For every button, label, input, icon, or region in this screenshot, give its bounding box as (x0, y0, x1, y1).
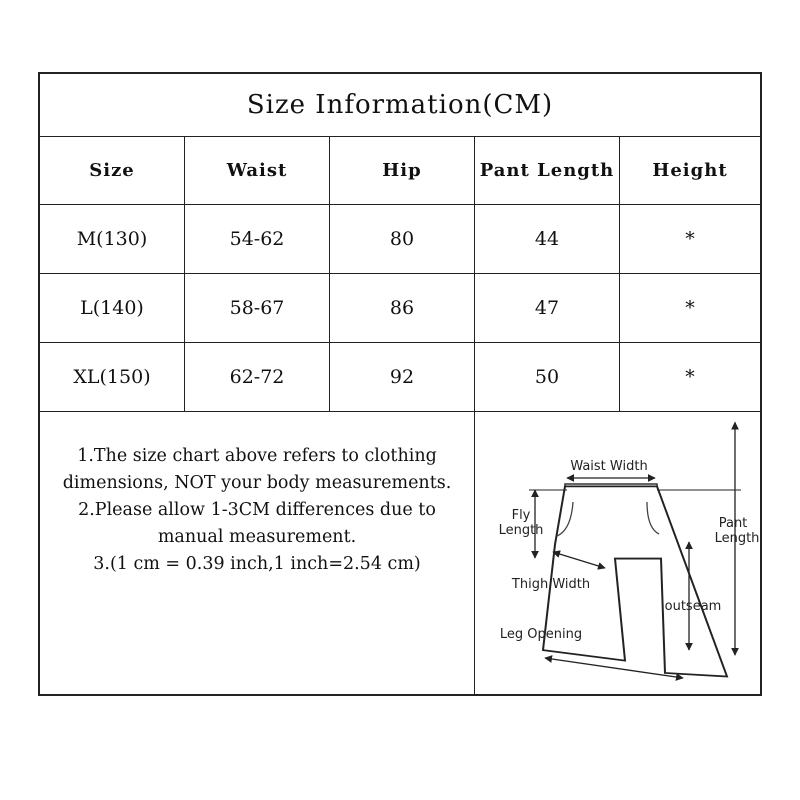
header-waist: Waist (185, 136, 330, 204)
cell-pant-length: 50 (475, 343, 620, 411)
label-waist-width: Waist Width (570, 459, 648, 474)
table-row (40, 274, 760, 343)
table-header-row (40, 136, 760, 205)
label-pant-length-1: Pant (718, 516, 748, 531)
label-pant-length-2: Length (714, 531, 760, 546)
cell-size: L(140) (40, 274, 185, 342)
cell-pant-length: 47 (475, 274, 620, 342)
header-hip: Hip (330, 136, 475, 204)
header-pant-length: Pant Length (475, 136, 620, 204)
cell-hip: 86 (330, 274, 475, 342)
size-table (40, 136, 760, 412)
label-thigh-width: Thigh Width (511, 577, 591, 592)
label-outseam: outseam (664, 599, 722, 614)
table-row (40, 343, 760, 412)
size-chart-frame (38, 72, 762, 696)
note-3: 3.(1 cm = 0.39 inch,1 inch=2.54 cm) (93, 553, 421, 574)
cell-hip: 92 (330, 343, 475, 411)
cell-pant-length: 44 (475, 205, 620, 273)
cell-height: * (685, 228, 695, 250)
note-2: 2.Please allow 1-3CM differences due to manual measurement. (78, 499, 436, 547)
cell-height: * (685, 297, 695, 319)
header-size: Size (40, 136, 185, 204)
cell-waist: 54-62 (185, 205, 330, 273)
shorts-illustration (475, 412, 760, 696)
note-1: 1.The size chart above refers to clothing dimensions, NOT your body measurements. (62, 445, 452, 493)
cell-hip: 80 (330, 205, 475, 273)
label-leg-opening: Leg Opening (499, 627, 583, 642)
cell-size: M(130) (40, 205, 185, 273)
cell-waist: 62-72 (185, 343, 330, 411)
label-fly-length-2: Length (498, 523, 544, 538)
table-row (40, 205, 760, 274)
cell-size: XL(150) (40, 343, 185, 411)
cell-height: * (685, 366, 695, 388)
label-fly-length-1: Fly (511, 508, 531, 523)
cell-waist: 58-67 (185, 274, 330, 342)
pants-measurement-diagram (475, 412, 760, 696)
page-title: Size Information(CM) (40, 74, 760, 137)
header-height: Height (652, 159, 728, 181)
notes-panel (40, 412, 475, 696)
